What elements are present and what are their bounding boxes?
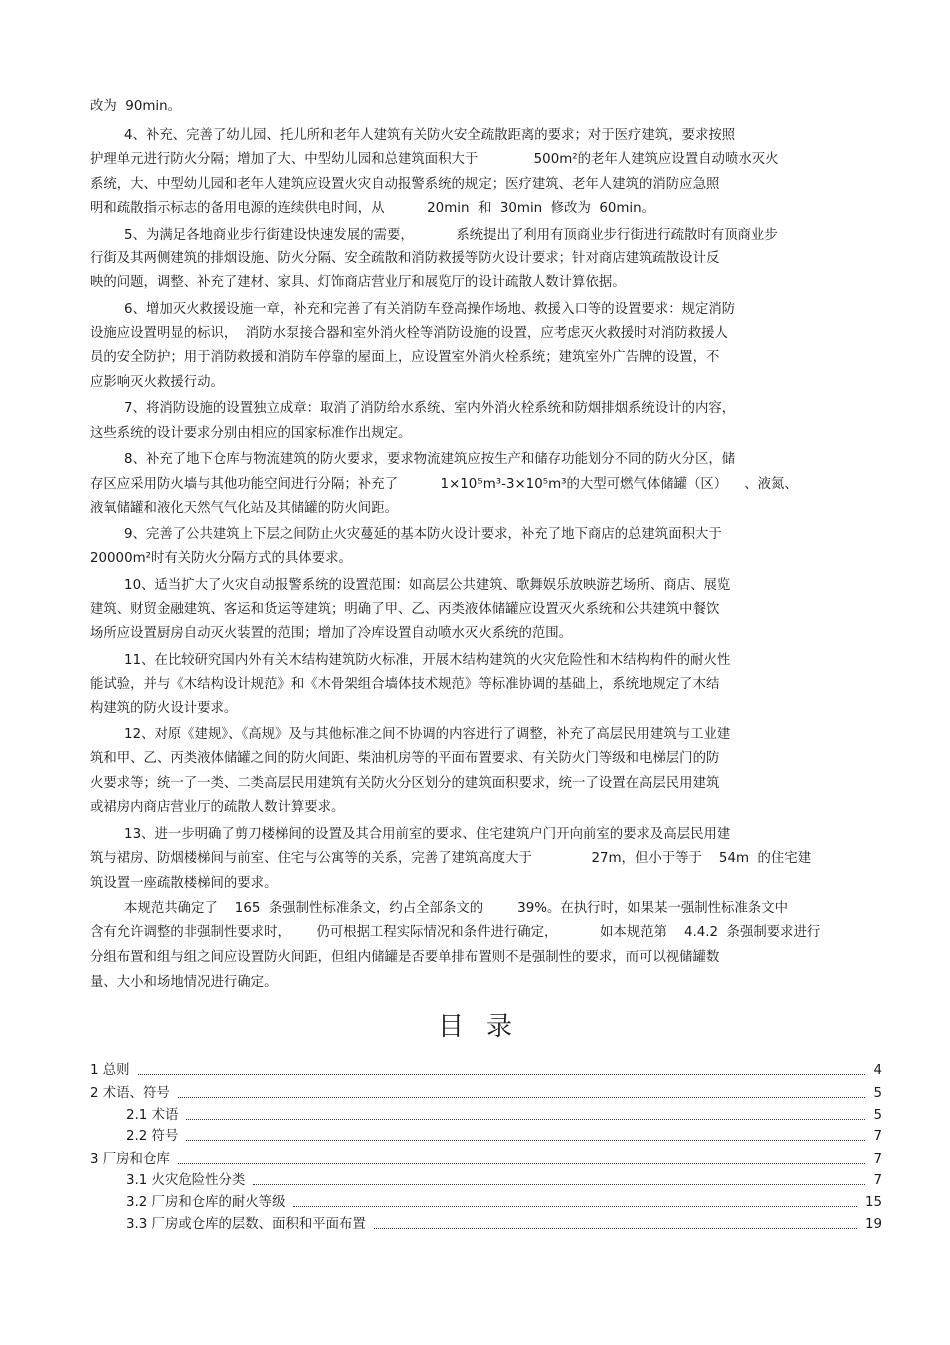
toc-entry-page: 7 — [873, 1173, 882, 1188]
text-line: 员的安全防护；用于消防救援和消防车停靠的屋面上，应设置室外消火栓系统；建筑室外广告牌的设置，不 — [90, 350, 720, 365]
text-line: 12、对原《建规》、《高规》及与其他标准之间不协调的内容进行了调整，补充了高层民用建筑与工业建 — [90, 727, 731, 742]
toc-entry-page: 7 — [873, 1129, 882, 1144]
toc-entry-label: 3 厂房和仓库 — [90, 1152, 170, 1167]
toc-entry[interactable] — [126, 1171, 882, 1189]
toc-leader-dots — [293, 1206, 856, 1207]
toc-entry[interactable] — [126, 1106, 882, 1124]
text-line: 系统，大、中型幼儿园和老年人建筑应设置火灾自动报警系统的规定；医疗建筑、老年人建筑的消防应急照 — [90, 177, 720, 192]
toc-entry-page: 15 — [864, 1195, 882, 1210]
toc-leader-dots — [186, 1119, 865, 1120]
toc-title: 目录 — [437, 1012, 534, 1042]
text-line: 能试验，并与《木结构设计规范》和《木骨架组合墙体技术规范》等标准协调的基础上，系统地规定了木结 — [90, 677, 720, 692]
text-line: 这些系统的设计要求分别由相应的国家标准作出规定。 — [90, 426, 412, 441]
text-line: 8、补充了地下仓库与物流建筑的防火要求，要求物流建筑应按生产和储存功能划分不同的防火分区，储 — [90, 452, 736, 467]
text-line: 设施应设置明显的标识， 消防水泵接合器和室外消火栓等消防设施的设置，应考虑灭火救援时对消防救援人 — [90, 326, 728, 341]
text-line: 分组布置和组与组之间应设置防火间距，但组内储罐是否要单排布置则不是强制性的要求，而可以视储罐数 — [90, 950, 720, 965]
toc-entry-page: 7 — [873, 1152, 882, 1167]
text-line: 9、完善了公共建筑上下层之间防止火灾蔓延的基本防火设计要求，补充了地下商店的总建筑面积大于 — [90, 527, 722, 542]
toc-leader-dots — [374, 1228, 857, 1229]
toc-entry-page: 5 — [873, 1108, 882, 1123]
toc-entry[interactable] — [126, 1215, 882, 1233]
text-line: 量、大小和场地情况进行确定。 — [90, 975, 278, 990]
toc-entry-label: 2 术语、符号 — [90, 1086, 170, 1101]
toc-entry[interactable] — [126, 1127, 882, 1145]
text-line: 行街及其两侧建筑的排烟设施、防火分隔、安全疏散和消防救援等防火设计要求；针对商店建筑疏散设计反 — [90, 251, 720, 266]
text-line: 含有允许调整的非强制性要求时， 仍可根据工程实际情况和条件进行确定， 如本规范第 4.4.2 条强制要求进行 — [90, 925, 821, 940]
text-line: 5、为满足各地商业步行街建设快速发展的需要， 系统提出了利用有顶商业步行街进行疏散时有顶商业步 — [90, 228, 778, 243]
toc-entry-label: 3.3 厂房或仓库的层数、面积和平面布置 — [126, 1217, 366, 1232]
text-line: 改为 90min。 — [90, 99, 181, 114]
toc-entry-label: 2.2 符号 — [126, 1129, 179, 1144]
text-line: 本规范共确定了 165 条强制性标准条文，约占全部条文的 39%。在执行时，如果某一强制性标准条文中 — [90, 901, 788, 916]
toc-entry[interactable] — [90, 1084, 882, 1102]
toc-leader-dots — [178, 1163, 866, 1164]
text-line: 场所应设置厨房自动灭火装置的范围；增加了冷库设置自动喷水灭火系统的范围。 — [90, 626, 573, 641]
text-line: 护理单元进行防火分隔；增加了大、中型幼儿园和总建筑面积大于 500m²的老年人建筑应设置自动喷水灭火 — [90, 152, 779, 167]
text-line: 存区应采用防火墙与其他功能空间进行分隔；补充了 1×10⁵m³-3×10⁵m³的大型可燃气体储罐（区） 、液氮、 — [90, 477, 798, 492]
toc-entry-label: 3.2 厂房和仓库的耐火等级 — [126, 1195, 286, 1210]
text-line: 7、将消防设施的设置独立成章：取消了消防给水系统、室内外消火栓系统和防烟排烟系统设计的内容， — [90, 401, 736, 416]
text-line: 或裙房内商店营业厅的疏散人数计算要求。 — [90, 800, 345, 815]
toc-entry-label: 3.1 火灾危险性分类 — [126, 1173, 246, 1188]
toc-entry-page: 19 — [864, 1217, 882, 1232]
text-line: 应影响灭火救援行动。 — [90, 375, 224, 390]
toc-entry-label: 2.1 术语 — [126, 1108, 179, 1123]
text-line: 筑设置一座疏散楼梯间的要求。 — [90, 876, 278, 891]
text-line: 明和疏散指示标志的备用电源的连续供电时间，从 20min 和 30min 修改为 60min。 — [90, 201, 656, 216]
text-line: 建筑、财贸金融建筑、客运和货运等建筑；明确了甲、乙、丙类液体储罐应设置灭火系统和公共建筑中餐饮 — [90, 602, 720, 617]
text-line: 11、在比较研究国内外有关木结构建筑防火标准，开展木结构建筑的火灾危险性和木结构构件的耐火性 — [90, 653, 731, 668]
text-line: 火要求等；统一了一类、二类高层民用建筑有关防火分区划分的建筑面积要求，统一了设置在高层民用建筑 — [90, 776, 720, 791]
toc-leader-dots — [138, 1074, 866, 1075]
toc-entry[interactable] — [126, 1193, 882, 1211]
toc-entry-label: 1 总则 — [90, 1063, 130, 1078]
text-line: 构建筑的防火设计要求。 — [90, 701, 238, 716]
toc-entry[interactable] — [90, 1150, 882, 1168]
text-line: 筑和甲、乙、丙类液体储罐之间的防火间距、柴油机房等的平面布置要求、有关防火门等级和电梯层门的防 — [90, 751, 720, 766]
text-line: 6、增加灭火救援设施一章，补充和完善了有关消防车登高操作场地、救援入口等的设置要求：规定消防 — [90, 302, 736, 317]
text-line: 筑与裙房、防烟楼梯间与前室、住宅与公寓等的关系，完善了建筑高度大于 27m，但小于等于 54m 的住宅建 — [90, 851, 812, 866]
toc-entry-page: 5 — [873, 1086, 882, 1101]
toc-leader-dots — [253, 1184, 865, 1185]
text-line: 映的问题，调整、补充了建材、家具、灯饰商店营业厅和展览厅的设计疏散人数计算依据。 — [90, 275, 626, 290]
toc-entry-page: 4 — [873, 1063, 882, 1078]
toc-entry[interactable] — [90, 1061, 882, 1079]
text-line: 4、补充、完善了幼儿园、托儿所和老年人建筑有关防火安全疏散距离的要求；对于医疗建筑，要求按照 — [90, 128, 736, 143]
toc-leader-dots — [186, 1140, 865, 1141]
toc-leader-dots — [178, 1097, 866, 1098]
text-line: 13、进一步明确了剪刀楼梯间的设置及其合用前室的要求、住宅建筑户门开向前室的要求及高层民用建 — [90, 827, 731, 842]
text-line: 20000m²时有关防火分隔方式的具体要求。 — [90, 551, 352, 566]
text-line: 液氧储罐和液化天然气气化站及其储罐的防火间距。 — [90, 501, 398, 516]
text-line: 10、适当扩大了火灾自动报警系统的设置范围：如高层公共建筑、歌舞娱乐放映游艺场所、商店、展览 — [90, 578, 731, 593]
